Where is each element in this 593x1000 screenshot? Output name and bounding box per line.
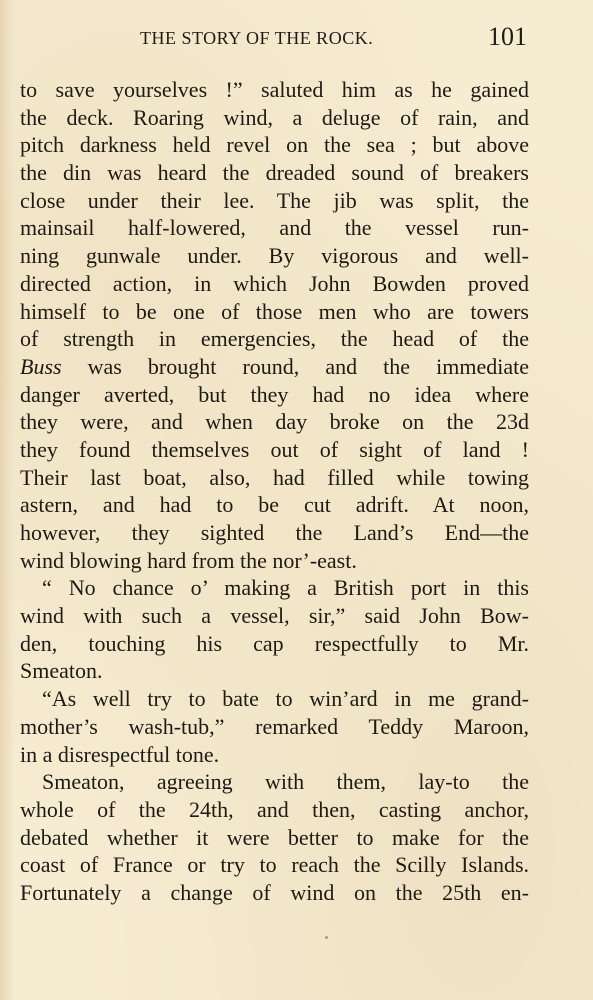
text-line: close under their lee. The jib was split, the — [20, 187, 529, 213]
text-line: the deck. Roaring wind, a deluge of rain, and — [20, 104, 529, 130]
text-line: coast of France or try to reach the Scilly Islands. — [20, 852, 529, 878]
text-line: however, they sighted the Land’s End—the — [20, 520, 529, 545]
text-line: himself to be one of those men who are towers — [20, 298, 529, 324]
paper-speck — [325, 936, 328, 939]
text-line: “ No chance o’ making a British port in this — [42, 575, 529, 601]
text-line: the din was heard the dreaded sound of breakers — [20, 160, 529, 186]
text-line: “As well try to bate to win’ard in me grand- — [42, 686, 529, 712]
text-line: Their last boat, also, had filled while towing — [20, 464, 529, 490]
text-line: den, touching his cap respectfully to Mr. — [20, 630, 529, 656]
text-line: astern, and had to be cut adrift. At noon, — [20, 492, 529, 518]
text-line: danger averted, but they had no idea where — [20, 381, 529, 407]
text-line: to save yourselves !” saluted him as he gained — [20, 77, 529, 102]
text-line: Fortunately a change of wind on the 25th en- — [20, 879, 529, 905]
body-text — [20, 76, 529, 907]
text-line: of strength in emergencies, the head of the — [20, 326, 529, 352]
text-line: Smeaton, agreeing with them, lay-to the — [42, 769, 529, 795]
text-line: debated whether it were better to make for the — [20, 824, 529, 850]
text-line: they were, and when day broke on the 23d — [20, 409, 529, 435]
ship-name: Buss — [20, 353, 62, 379]
text-line: Smeaton. — [20, 658, 103, 684]
page-number: 101 — [488, 22, 527, 51]
text-line: pitch darkness held revel on the sea ; but above — [20, 132, 529, 158]
text-line: they found themselves out of sight of land ! — [20, 436, 529, 462]
text-line: ning gunwale under. By vigorous and well- — [20, 243, 529, 269]
text-line: wind blowing hard from the nor’-east. — [20, 547, 357, 573]
text-line: directed action, in which John Bowden proved — [20, 270, 529, 296]
text-line: mainsail half-lowered, and the vessel run- — [20, 215, 529, 241]
text-line: whole of the 24th, and then, casting anchor, — [20, 796, 529, 822]
running-head — [20, 22, 527, 54]
text-line — [20, 353, 529, 381]
running-head-title: THE STORY OF THE ROCK. — [140, 28, 374, 48]
text-line: in a disrespectful tone. — [20, 741, 220, 767]
text-line: wind with such a vessel, sir,” said John Bow- — [20, 603, 529, 629]
text-line: mother’s wash-tub,” remarked Teddy Maroon, — [20, 713, 529, 739]
text-line-rest: was brought round, and the immediate — [87, 353, 529, 379]
